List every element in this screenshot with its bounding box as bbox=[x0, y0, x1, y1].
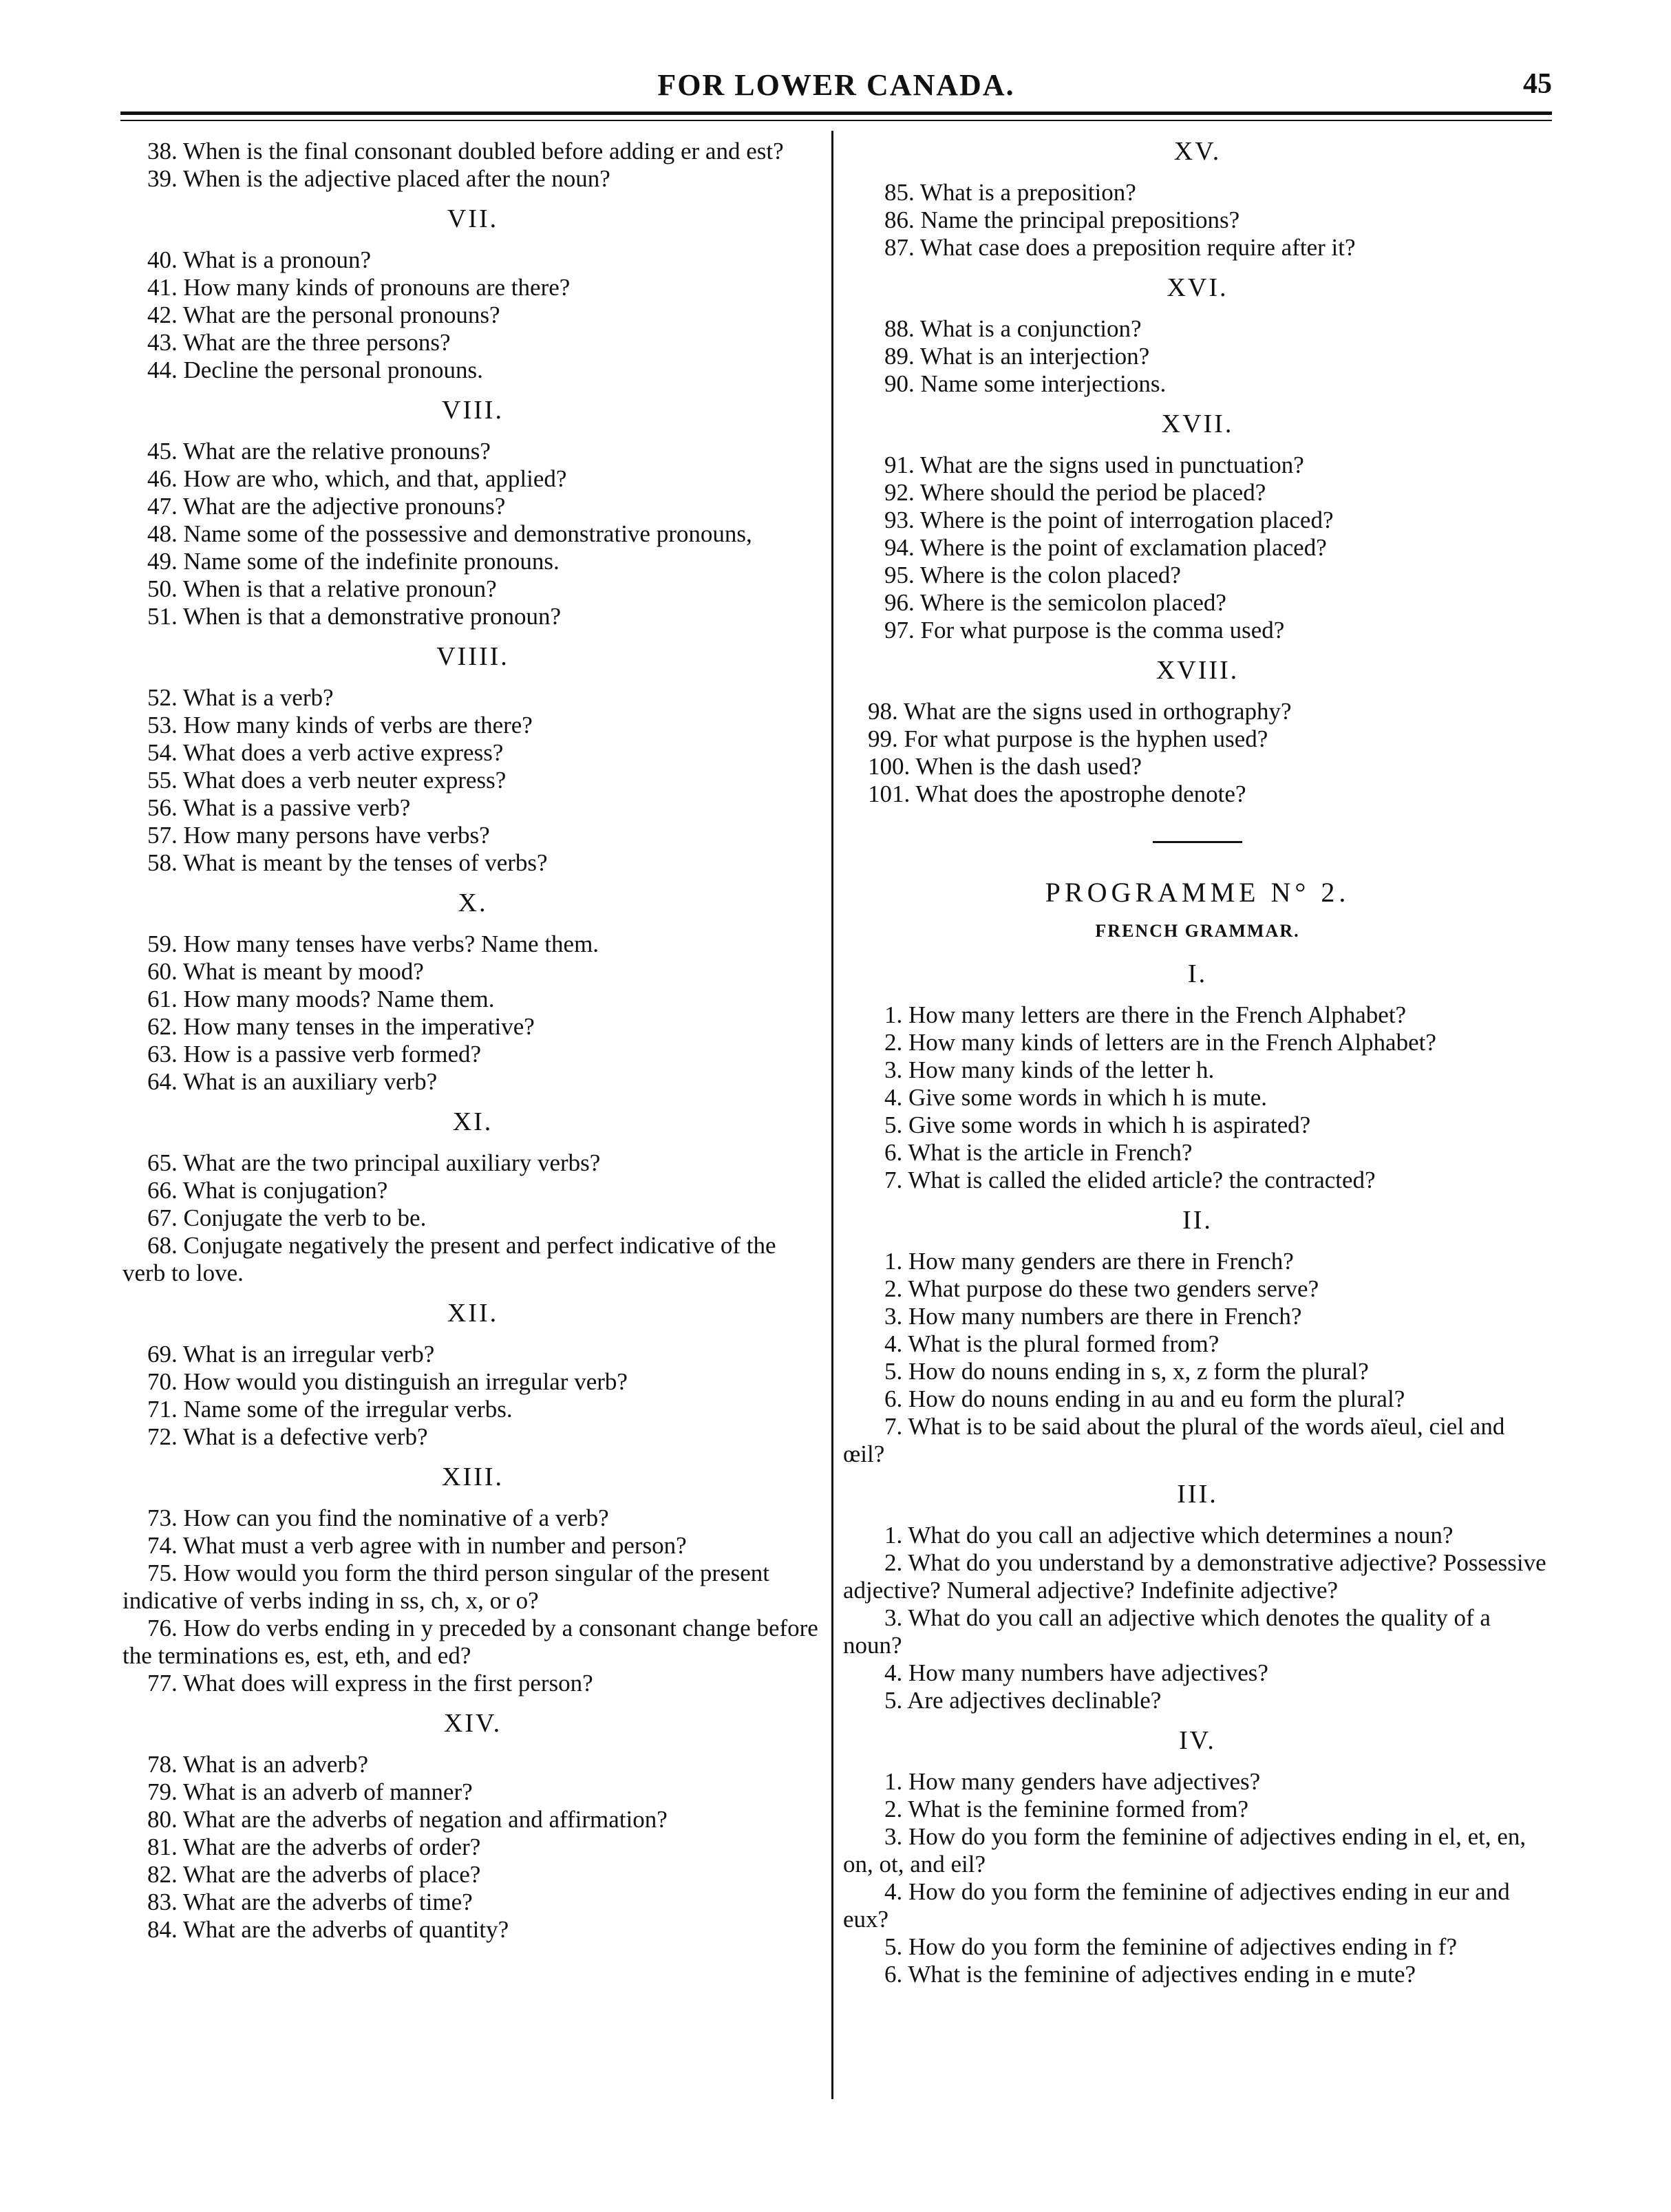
question: 5. How do nouns ending in s, x, z form the plural? bbox=[884, 1358, 1369, 1385]
question: 92. Where should the period be placed? bbox=[884, 479, 1266, 506]
section-heading: VII. bbox=[447, 204, 499, 233]
left-column bbox=[123, 138, 823, 1944]
question: 87. What case does a preposition require after it? bbox=[884, 234, 1356, 261]
header-rule-thick bbox=[120, 111, 1552, 115]
programme-heading: PROGRAMME N° 2. bbox=[1045, 877, 1350, 908]
question: 83. What are the adverbs of time? bbox=[147, 1889, 473, 1915]
question: 69. What is an irregular verb? bbox=[147, 1341, 435, 1368]
question: 1. What do you call an adjective which determines a noun? bbox=[884, 1522, 1454, 1549]
question: 76. How do verbs ending in y preceded by a consonant change before the terminations es, est, eth, and ed? bbox=[123, 1615, 818, 1669]
question: 4. How do you form the feminine of adjectives ending in eur and eux? bbox=[843, 1878, 1510, 1933]
section-heading: XVI. bbox=[1167, 273, 1228, 302]
question: 99. For what purpose is the hyphen used? bbox=[868, 725, 1268, 752]
question: 73. How can you find the nominative of a verb? bbox=[147, 1504, 609, 1531]
question: 71. Name some of the irregular verbs. bbox=[147, 1396, 513, 1423]
question: 3. How many numbers are there in French? bbox=[884, 1303, 1302, 1330]
question: 41. How many kinds of pronouns are there? bbox=[147, 274, 571, 301]
question: 51. When is that a demonstrative pronoun? bbox=[147, 603, 562, 630]
question: 100. When is the dash used? bbox=[868, 753, 1142, 780]
question: 1. How many letters are there in the French Alphabet? bbox=[884, 1001, 1407, 1028]
question: 40. What is a pronoun? bbox=[147, 246, 371, 273]
question: 2. How many kinds of letters are in the French Alphabet? bbox=[884, 1029, 1436, 1056]
question: 49. Name some of the indefinite pronouns. bbox=[147, 548, 560, 575]
question: 45. What are the relative pronouns? bbox=[147, 438, 491, 465]
section-heading: III. bbox=[1177, 1480, 1218, 1509]
question: 81. What are the adverbs of order? bbox=[147, 1833, 481, 1860]
question: 54. What does a verb active express? bbox=[147, 739, 504, 766]
question: 94. Where is the point of exclamation placed? bbox=[884, 534, 1327, 561]
question: 63. How is a passive verb formed? bbox=[147, 1041, 482, 1067]
question: 58. What is meant by the tenses of verbs? bbox=[147, 849, 548, 876]
page-header bbox=[120, 63, 1552, 111]
question: 75. How would you form the third person singular of the present indicative of verbs inding in ss, ch, x, or o? bbox=[123, 1560, 770, 1614]
section-heading: II. bbox=[1182, 1206, 1213, 1235]
question: 88. What is a conjunction? bbox=[884, 315, 1142, 342]
question: 43. What are the three persons? bbox=[147, 329, 451, 356]
section-heading: IV. bbox=[1179, 1726, 1216, 1755]
section-heading: XVIII. bbox=[1156, 656, 1239, 685]
question: 3. How many kinds of the letter h. bbox=[884, 1056, 1215, 1083]
question: 95. Where is the colon placed? bbox=[884, 562, 1181, 588]
question: 4. What is the plural formed from? bbox=[884, 1330, 1220, 1357]
question: 68. Conjugate negatively the present and perfect indicative of the verb to love. bbox=[123, 1232, 776, 1286]
question: 78. What is an adverb? bbox=[147, 1751, 369, 1778]
question: 101. What does the apostrophe denote? bbox=[868, 780, 1246, 807]
question: 6. How do nouns ending in au and eu form the plural? bbox=[884, 1385, 1405, 1412]
question: 79. What is an adverb of manner? bbox=[147, 1778, 473, 1805]
question: 89. What is an interjection? bbox=[884, 343, 1150, 370]
question: 62. How many tenses in the imperative? bbox=[147, 1013, 535, 1040]
section-heading: I. bbox=[1187, 959, 1208, 988]
question: 93. Where is the point of interrogation placed? bbox=[884, 507, 1334, 533]
running-title: FOR LOWER CANADA. bbox=[657, 68, 1015, 102]
question: 3. How do you form the feminine of adjectives ending in el, et, en, on, ot, and eil? bbox=[843, 1823, 1526, 1878]
question: 6. What is the article in French? bbox=[884, 1139, 1193, 1166]
question: 6. What is the feminine of adjectives ending in e mute? bbox=[884, 1961, 1416, 1988]
question: 61. How many moods? Name them. bbox=[147, 986, 495, 1012]
question: 97. For what purpose is the comma used? bbox=[884, 617, 1285, 644]
section-heading: X. bbox=[458, 889, 488, 917]
question: 4. Give some words in which h is mute. bbox=[884, 1084, 1268, 1111]
question: 72. What is a defective verb? bbox=[147, 1423, 428, 1450]
question: 47. What are the adjective pronouns? bbox=[147, 493, 506, 520]
question: 77. What does will express in the first person? bbox=[147, 1670, 593, 1697]
question: 66. What is conjugation? bbox=[147, 1177, 388, 1204]
question: 64. What is an auxiliary verb? bbox=[147, 1068, 438, 1095]
header-rule-thin bbox=[120, 120, 1552, 121]
question: 5. Give some words in which h is aspirated? bbox=[884, 1112, 1311, 1138]
section-heading: XII. bbox=[447, 1299, 499, 1328]
question: 91. What are the signs used in punctuation? bbox=[884, 451, 1304, 478]
question: 7. What is called the elided article? the contracted? bbox=[884, 1167, 1376, 1193]
question: 67. Conjugate the verb to be. bbox=[147, 1204, 427, 1231]
question: 86. Name the principal prepositions? bbox=[884, 206, 1240, 233]
question: 60. What is meant by mood? bbox=[147, 958, 424, 985]
page-number: 45 bbox=[1523, 68, 1552, 100]
question: 65. What are the two principal auxiliary verbs? bbox=[147, 1149, 601, 1176]
question: 1. How many genders have adjectives? bbox=[884, 1768, 1261, 1795]
question: 44. Decline the personal pronouns. bbox=[147, 357, 483, 383]
question: 70. How would you distinguish an irregular verb? bbox=[147, 1368, 628, 1395]
right-column bbox=[843, 138, 1552, 1988]
question: 52. What is a verb? bbox=[147, 684, 334, 711]
programme-subheading: FRENCH GRAMMAR. bbox=[1095, 921, 1300, 941]
question: 2. What do you understand by a demonstrative adjective? Possessive adjective? Numeral adjective? Indefinite adjective? bbox=[843, 1549, 1546, 1604]
question: 42. What are the personal pronouns? bbox=[147, 301, 500, 328]
separator-rule bbox=[1153, 841, 1242, 843]
question: 57. How many persons have verbs? bbox=[147, 822, 490, 849]
question: 55. What does a verb neuter express? bbox=[147, 767, 507, 794]
question: 56. What is a passive verb? bbox=[147, 794, 411, 821]
question: 2. What purpose do these two genders serve? bbox=[884, 1275, 1319, 1302]
question: 90. Name some interjections. bbox=[884, 370, 1167, 397]
question: 85. What is a preposition? bbox=[884, 179, 1136, 206]
question: 50. When is that a relative pronoun? bbox=[147, 575, 497, 602]
question: 38. When is the final consonant doubled before adding er and est? bbox=[147, 138, 784, 164]
question: 1. How many genders are there in French? bbox=[884, 1248, 1294, 1275]
question: 5. How do you form the feminine of adjectives ending in f? bbox=[884, 1933, 1458, 1960]
section-heading: XIII. bbox=[442, 1463, 504, 1491]
section-heading: XI. bbox=[452, 1107, 493, 1136]
question: 5. Are adjectives declinable? bbox=[884, 1687, 1162, 1714]
question: 84. What are the adverbs of quantity? bbox=[147, 1916, 509, 1943]
column-divider bbox=[831, 131, 833, 2099]
question: 96. Where is the semicolon placed? bbox=[884, 589, 1226, 616]
question: 46. How are who, which, and that, applied? bbox=[147, 465, 567, 492]
question: 4. How many numbers have adjectives? bbox=[884, 1659, 1268, 1686]
section-heading: XV. bbox=[1173, 137, 1222, 166]
question: 3. What do you call an adjective which denotes the quality of a noun? bbox=[843, 1604, 1491, 1659]
question: 59. How many tenses have verbs? Name them. bbox=[147, 930, 599, 957]
question: 82. What are the adverbs of place? bbox=[147, 1861, 481, 1888]
question: 53. How many kinds of verbs are there? bbox=[147, 712, 533, 738]
question: 7. What is to be said about the plural of the words aïeul, ciel and œil? bbox=[843, 1413, 1505, 1467]
question: 98. What are the signs used in orthography? bbox=[868, 698, 1292, 725]
question: 48. Name some of the possessive and demonstrative pronouns, bbox=[147, 520, 752, 547]
section-heading: XVII. bbox=[1161, 410, 1234, 438]
question: 80. What are the adverbs of negation and affirmation? bbox=[147, 1806, 668, 1833]
question: 2. What is the feminine formed from? bbox=[884, 1796, 1249, 1822]
section-heading: XIV. bbox=[443, 1709, 502, 1738]
section-heading: VIIII. bbox=[436, 642, 509, 671]
section-heading: VIII. bbox=[442, 396, 504, 425]
question: 39. When is the adjective placed after the noun? bbox=[147, 165, 610, 192]
question: 74. What must a verb agree with in number and person? bbox=[147, 1532, 687, 1559]
